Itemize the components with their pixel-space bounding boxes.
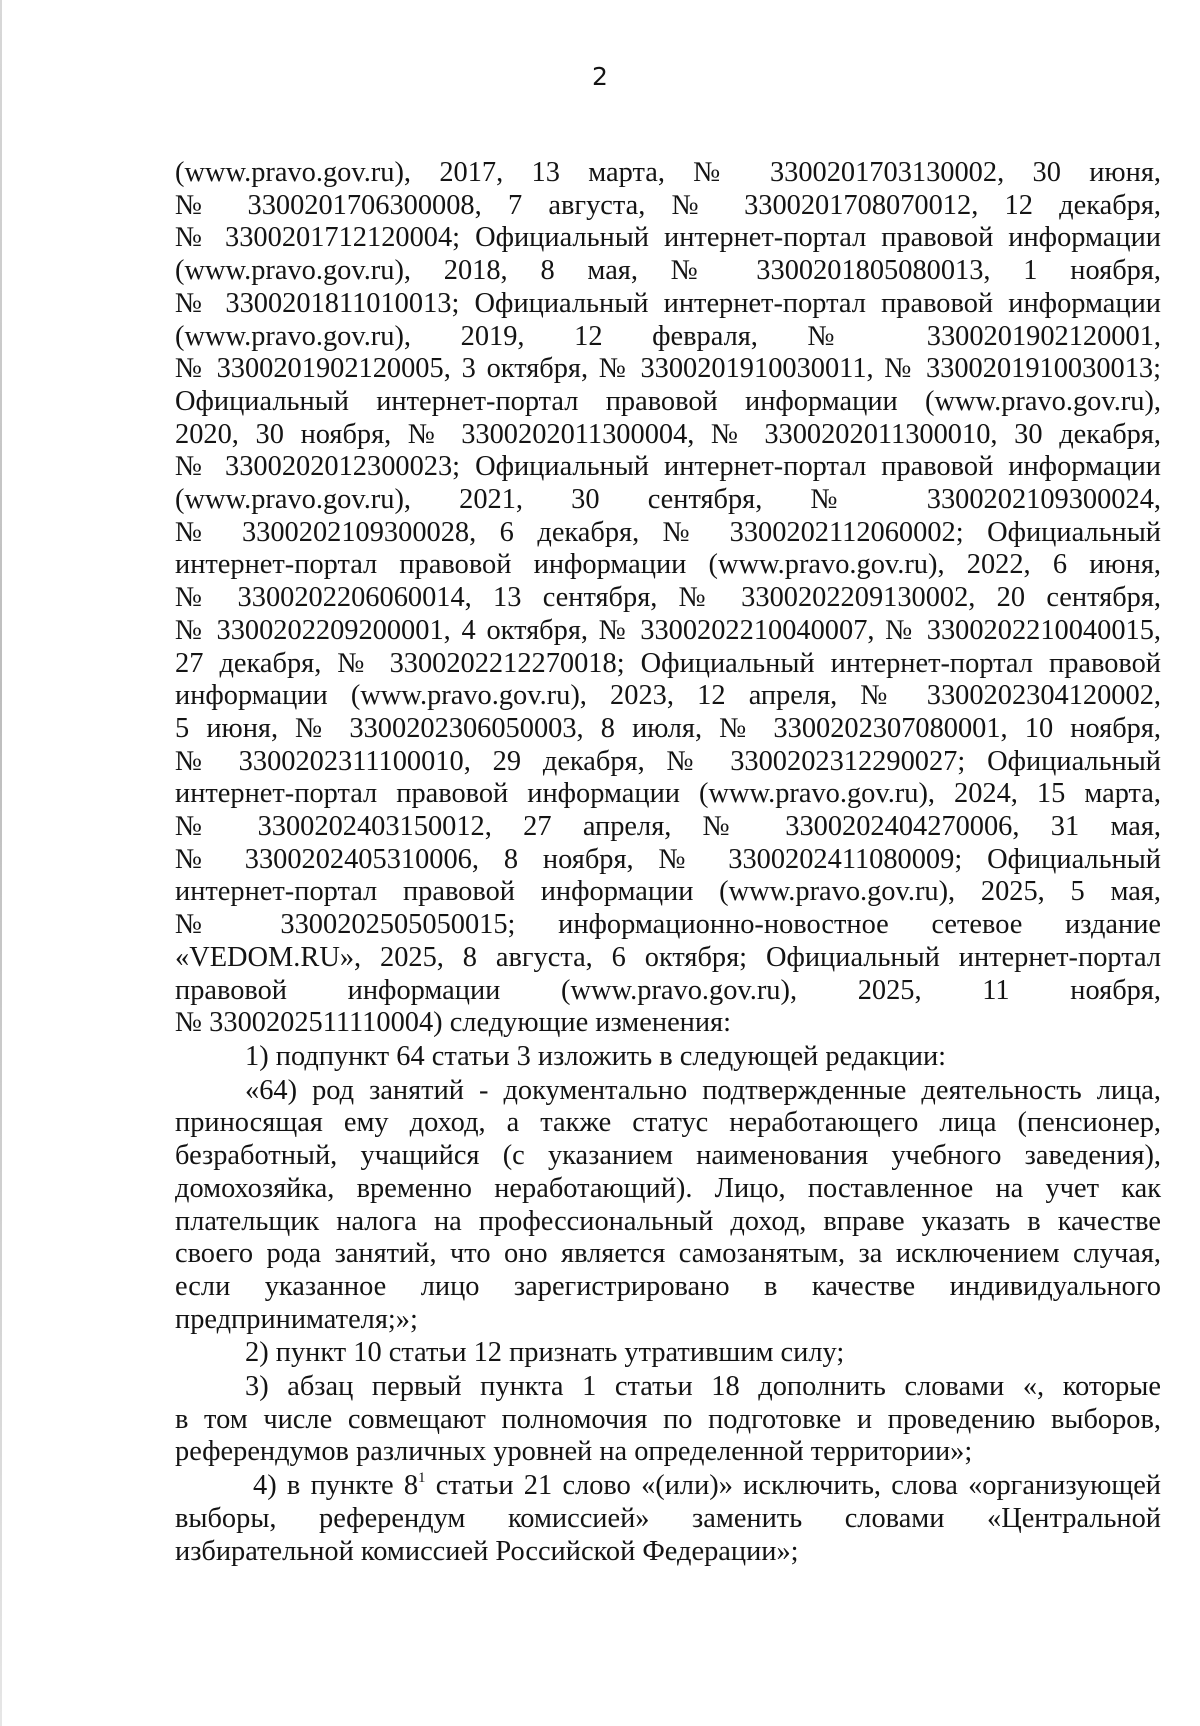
text-line: «64) род занятий - документально подтвержденные деятельность лица, [245,1074,1161,1106]
text-line: № 3300202206060014, 13 сентября, № 3300202209130002, 20 сентября, [175,582,1161,614]
text-line: № 3300202209200001, 4 октября, № 3300202210040007, № 3300202210040015, [175,614,1161,646]
item4-suffix: статьи 21 слово «(или)» исключить, слова «организующей [425,1470,1161,1502]
text-line: № 3300202405310006, 8 ноября, № 3300202411080009; Официальный [175,843,1161,875]
text-line: если указанное лицо зарегистрировано в качестве индивидуального [175,1270,1161,1302]
text-line: (www.pravo.gov.ru), 2021, 30 сентября, № 3300202109300024, [175,484,1161,516]
page-number: 2 [592,62,608,91]
item4-prefix: 4) в пункте 8 [253,1470,419,1502]
amendment-item-2 [175,1337,1161,1370]
text-line: предпринимателя;»; [175,1303,418,1335]
amendment-quote-64 [175,1075,1161,1337]
text-line: № 3300201706300008, 7 августа, № 3300201708070012, 12 декабря, [175,189,1161,221]
text-line: интернет-портал правовой информации (www.pravo.gov.ru), 2025, 5 мая, [175,876,1161,908]
text-line: интернет-портал правовой информации (www.pravo.gov.ru), 2024, 15 марта, [175,778,1161,810]
text-line: 5 июня, № 3300202306050003, 8 июля, № 3300202307080001, 10 ноября, [175,712,1161,744]
text-line: домохозяйка, временно неработающий). Лицо, поставленное на учет как [175,1172,1161,1204]
text-line: избирательной комиссией Российской Федерации»; [175,1535,799,1567]
text-line: 3) абзац первый пункта 1 статьи 18 дополнить словами «, которые [245,1371,1161,1403]
amendment-item-1 [175,1041,1161,1074]
text-line: № 3300202012300023; Официальный интернет-портал правовой информации [175,451,1161,483]
text-line: плательщик налога на профессиональный доход, вправе указать в качестве [175,1205,1161,1237]
text-line: выборы, референдум комиссией» заменить словами «Центральной [175,1502,1161,1534]
text-line: 2020, 30 ноября, № 3300202011300004, № 3300202011300010, 30 декабря, [175,418,1161,450]
text-line: (www.pravo.gov.ru), 2018, 8 мая, № 3300201805080013, 1 ноября, [175,255,1161,287]
text-line: 27 декабря, № 3300202212270018; Официальный интернет-портал правовой [175,647,1161,679]
text-line: № 3300202109300028, 6 декабря, № 3300202112060002; Официальный [175,516,1161,548]
text-line: безработный, учащийся (с указанием наименования учебного заведения), [175,1140,1161,1172]
intro-paragraph [175,157,1161,1040]
text-line [175,1470,1161,1503]
text-line: № 3300202311100010, 29 декабря, № 3300202312290027; Официальный [175,745,1161,777]
item4-superscript: 1 [418,1470,426,1487]
text-line: Официальный интернет-портал правовой информации (www.pravo.gov.ru), [175,385,1161,417]
text-line: 1) подпункт 64 статьи 3 изложить в следующей редакции: [245,1040,947,1072]
text-line: референдумов различных уровней на определенной территории»; [175,1436,973,1468]
text-line: № 3300202511110004) следующие изменения: [175,1007,732,1039]
text-line: № 3300201811010013; Официальный интернет-портал правовой информации [175,287,1161,319]
text-line: приносящая ему доход, а также статус неработающего лица (пенсионер, [175,1107,1161,1139]
text-line: (www.pravo.gov.ru), 2019, 12 февраля, № 3300201902120001, [175,320,1161,352]
text-line: 2) пункт 10 статьи 12 признать утратившим силу; [245,1337,845,1369]
amendment-item-4 [175,1470,1161,1568]
text-line: № 3300201712120004; Официальный интернет-портал правовой информации [175,222,1161,254]
text-line: (www.pravo.gov.ru), 2017, 13 марта, № 3300201703130002, 30 июня, [175,157,1161,188]
text-line: № 3300201902120005, 3 октября, № 3300201910030011, № 3300201910030013; [175,353,1161,385]
text-line: правовой информации (www.pravo.gov.ru), 2025, 11 ноября, [175,974,1161,1006]
amendment-item-3 [175,1371,1161,1469]
text-line: № 3300202505050015; информационно-новостное сетевое издание [175,909,1161,941]
text-line: своего рода занятий, что оно является самозанятым, за исключением случая, [175,1238,1161,1270]
text-line: № 3300202403150012, 27 апреля, № 3300202404270006, 31 мая, [175,811,1161,843]
document-body [175,157,1161,1568]
text-line: «VEDOM.RU», 2025, 8 августа, 6 октября; Официальный интернет-портал [175,941,1161,973]
text-line: в том числе совмещают полномочия по подготовке и проведению выборов, [175,1403,1161,1435]
text-line: информации (www.pravo.gov.ru), 2023, 12 апреля, № 3300202304120002, [175,680,1161,712]
scan-edge [0,0,2,1726]
text-line: интернет-портал правовой информации (www.pravo.gov.ru), 2022, 6 июня, [175,549,1161,581]
